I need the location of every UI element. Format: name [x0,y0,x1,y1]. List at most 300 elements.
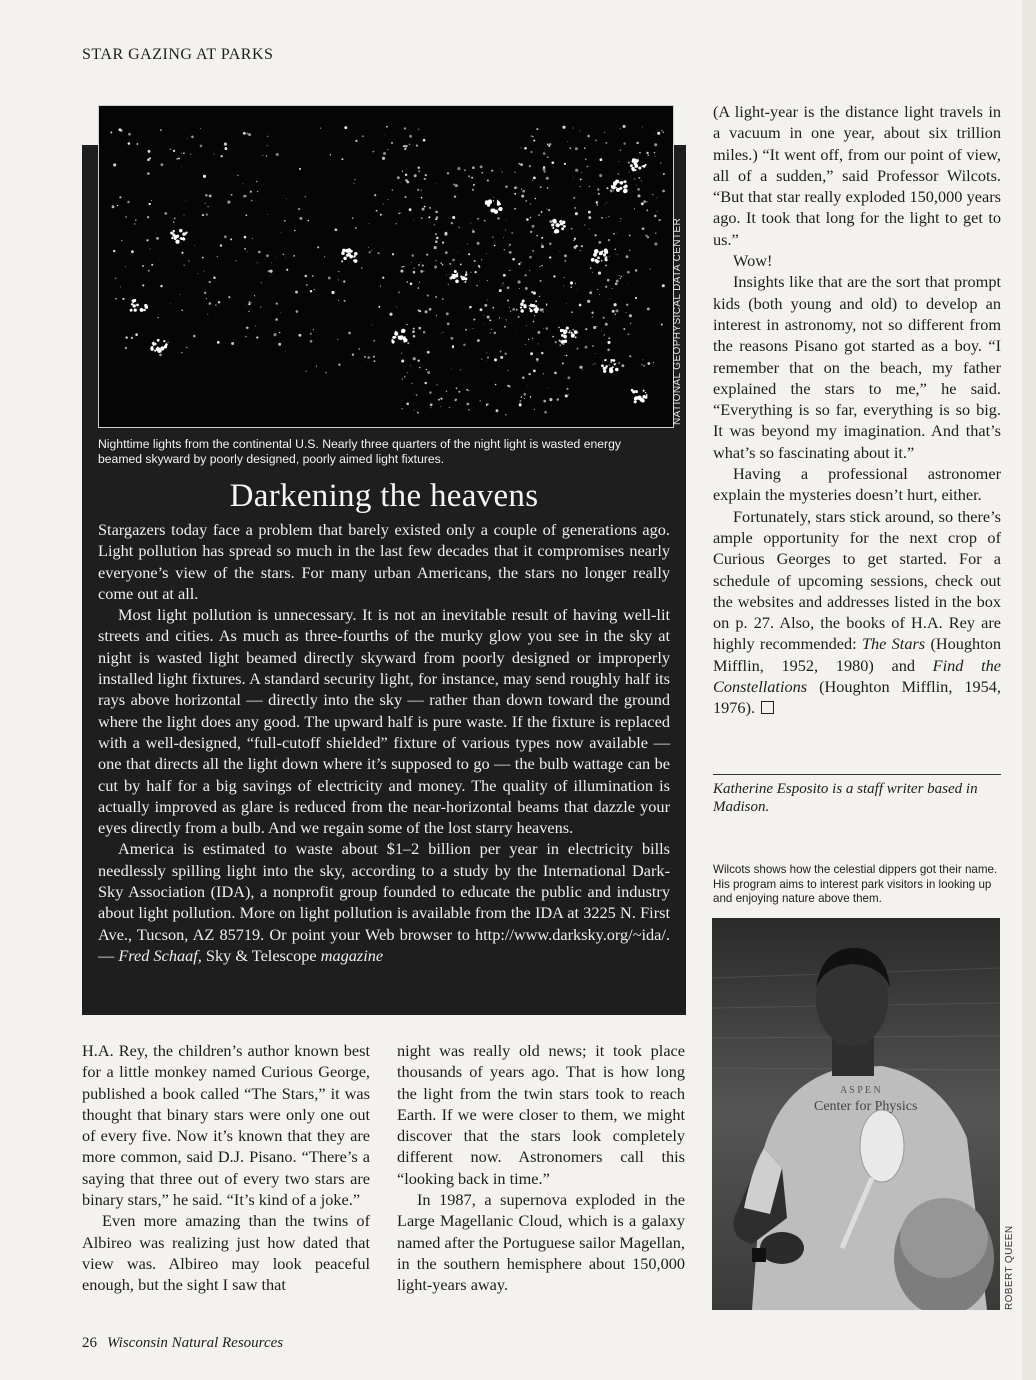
city-light [444,233,447,236]
city-light [401,266,403,268]
city-light [474,260,476,262]
city-light [460,264,462,266]
city-light [536,358,539,361]
metro-light [624,189,628,193]
city-light [479,280,480,281]
city-light [405,179,408,182]
city-light [181,153,182,154]
city-light [499,317,500,318]
city-light [266,155,267,156]
metro-light [150,348,152,350]
city-light [421,217,423,219]
city-light [135,220,136,221]
city-light [487,299,488,300]
city-light [584,147,586,149]
city-light [362,135,364,137]
city-light [142,284,144,286]
city-light [540,186,542,188]
city-light [308,220,310,222]
city-light [435,183,436,184]
city-light [364,356,366,358]
city-light [494,245,496,247]
city-light [629,172,630,173]
city-light [200,145,203,148]
city-light [396,307,397,308]
city-light [626,304,628,306]
city-light [435,233,437,235]
metro-light [392,340,395,343]
city-light [620,278,621,279]
metro-light [454,275,456,277]
city-light [422,208,425,211]
city-light [562,362,564,364]
city-light [252,238,253,239]
city-light [405,174,408,177]
city-light [205,203,206,204]
city-light [518,280,521,283]
city-light [599,174,602,177]
city-light [570,286,572,288]
city-light [477,339,480,342]
metro-light [612,366,614,368]
sidebar-title: Darkening the heavens [229,478,539,514]
city-light [407,342,409,344]
city-light [440,398,442,400]
city-light [609,299,610,300]
city-light [310,340,313,343]
metro-light [354,252,358,256]
metro-light [644,396,647,399]
city-light [325,372,327,374]
city-light [369,223,370,224]
metro-light [594,249,598,253]
city-light [392,189,393,190]
city-light [473,184,475,186]
city-light [570,147,572,149]
city-light [455,399,457,401]
city-light [407,372,408,373]
city-light [647,201,648,202]
city-light [549,256,551,258]
city-light [378,306,380,308]
metro-light [173,232,174,233]
body-column-2 [397,1040,685,1296]
city-light [372,324,373,325]
metro-light [152,342,155,345]
city-light [637,194,640,197]
city-light [511,232,512,233]
metro-light [571,332,573,334]
metro-light [615,369,617,371]
city-light [496,409,499,412]
city-light [536,235,538,237]
city-light [434,224,435,225]
city-light [647,307,650,310]
city-light [493,197,494,198]
city-light [258,251,261,254]
city-light [278,343,281,346]
city-light [469,308,470,309]
city-light [502,283,503,284]
city-light [153,341,154,342]
author-note: Katherine Esposito is a staff writer based in Madison. [713,781,978,815]
city-light [338,364,340,366]
metro-light [613,363,614,364]
city-light [380,214,382,216]
city-light [626,255,629,258]
city-light [402,378,403,379]
metro-light [535,310,538,313]
city-light [620,218,621,219]
metro-light [552,227,554,229]
metro-light [131,303,133,305]
metro-light [520,302,524,306]
city-light [442,264,444,266]
city-light [112,205,115,208]
metro-light [564,340,567,343]
metro-light [353,259,355,261]
city-light [612,288,613,289]
city-light [638,177,640,179]
city-light [521,147,522,148]
city-light [156,237,159,240]
metro-light [635,396,639,400]
city-light [519,288,520,289]
city-light [521,188,522,189]
final-text: Fortunately, stars stick around, so there’s ample opportunity for the next crop of Curious Georges to get started. For a schedule of upcoming sessions, check out the websites and addresses listed in the box on p. 27. Also, the books of H.A. Rey are highly recommended: [713,506,1001,654]
body-paragraph: H.A. Rey, the children’s author known best for a little monkey named Curious George, published a book called “The Stars,” it was thought that binary stars were only one out of every five. Now it’s known that they are more common, said D.J. Pisano. “There’s a saying that three out of every two stars are binary stars,” he said. “It’s kind of a joke.” [82,1041,370,1210]
city-light [544,411,547,414]
metro-light [605,365,608,368]
city-light [598,193,600,195]
city-light [532,180,533,181]
city-light [574,207,576,209]
city-light [532,225,535,228]
city-light [383,152,386,155]
city-light [466,403,469,406]
city-light [331,291,334,294]
city-light [505,414,506,415]
city-light [387,149,388,150]
city-light [486,352,487,353]
metro-light [603,367,606,370]
city-light [202,257,204,259]
city-light [440,333,441,334]
city-light [518,163,520,165]
city-light [505,186,507,188]
city-light [654,156,655,157]
city-light [525,287,528,290]
city-light [160,129,162,131]
metro-light [173,230,175,232]
city-light [542,311,544,313]
metro-light [574,330,578,334]
city-light [573,240,575,242]
city-light [402,400,403,401]
city-light [344,126,347,129]
sidebar-paragraph-text: America is estimated to waste about $1–2 billion per year in electricity bills needlessly spilling light into the sky, according to a study by the International Dark-Sky Association (IDA), a nonprofit group founded to educate the public and industry about light pollution. More on light pollution is available from the IDA at 3225 N. First Ave., Tucson, AZ 85719. Or point your Web browser to http://www.darksky.org/~ida/. [98,839,670,944]
city-light [474,271,476,273]
city-light [663,131,665,133]
city-light [654,242,657,245]
city-light [627,333,629,335]
city-light [382,157,385,160]
city-light [160,163,163,166]
city-light [463,344,465,346]
city-light [532,136,533,137]
city-light [558,327,559,328]
metro-light [561,340,564,343]
city-light [585,346,588,349]
photo-caption: Wilcots shows how the celestial dippers got their name. His program aims to interest park visitors in looking up and enjoying nature above them. [713,863,998,905]
city-light [472,189,474,191]
metro-light [615,363,616,364]
city-light [368,247,369,248]
city-light [543,400,546,403]
city-light [588,211,591,214]
city-light [525,274,527,276]
city-light [509,307,510,308]
city-light [435,240,438,243]
city-light [117,205,118,206]
metro-light [611,185,613,187]
metro-light [624,180,627,183]
city-light [209,302,212,305]
city-light [572,329,574,331]
city-light [338,279,339,280]
metro-light [634,164,638,168]
city-light [207,314,208,315]
city-light [110,131,112,133]
city-light [457,252,458,253]
city-light [584,224,585,225]
city-light [564,254,567,257]
city-light [606,217,607,218]
city-light [120,286,121,287]
city-light [285,351,286,352]
metro-light [180,237,181,238]
city-light [520,262,521,263]
city-light [419,367,420,368]
metro-light [535,300,537,302]
city-light [538,214,540,216]
city-light [224,143,227,146]
city-light [142,265,144,267]
city-light [634,179,635,180]
city-light [505,357,506,358]
metro-light [497,200,498,201]
city-light [563,285,564,286]
final-text-mid: (Houghton Mifflin, 1952, 1980) and [713,634,1001,675]
city-light [497,217,500,220]
city-light [454,195,456,197]
city-light [546,327,549,330]
city-light [630,323,631,324]
city-light [613,233,615,235]
city-light [573,128,574,129]
city-light [647,236,649,238]
city-light [382,277,384,279]
metro-light [157,339,160,342]
city-light [649,269,650,270]
metro-light [520,307,522,309]
city-light [588,216,591,219]
city-light [487,357,489,359]
city-light [294,230,295,231]
body-paragraph: Insights like that are the sort that prompt kids (both young and old) to develop an interest in astronomy, not so different from the reasons Pisano got started as a boy. “I remember that on the beach, my father explained the stars to me,” he said. “Everything is so far, everything is so big. It was beyond my imagination. And that’s what’s so fascinating about it.” [713,272,1001,462]
city-light [286,199,287,200]
city-light [203,175,206,178]
city-light [313,329,315,331]
city-light [380,285,381,286]
city-light [387,199,388,200]
city-light [598,272,601,275]
city-light [486,361,487,362]
city-light [566,327,569,330]
city-light [358,348,360,350]
city-light [310,333,312,335]
city-light [615,283,616,284]
city-light [121,240,123,242]
city-light [429,207,431,209]
wilcots-photo [712,918,1000,1310]
city-light [430,403,433,406]
city-light [267,136,268,137]
city-light [409,208,412,211]
city-light [267,145,268,146]
city-light [398,291,400,293]
city-light [507,300,509,302]
city-light [147,172,149,174]
city-light [509,386,511,388]
metro-light [493,200,494,201]
city-light [559,344,561,346]
city-light [281,233,282,234]
metro-light [561,334,564,337]
city-light [443,332,444,333]
city-light [449,263,451,265]
city-light [314,289,315,290]
city-light [423,139,426,142]
city-light [401,352,402,353]
city-light [514,193,516,195]
metro-light [143,309,145,311]
city-light [541,237,543,239]
city-light [575,212,578,215]
city-light [509,251,512,254]
city-light [604,132,605,133]
city-light [456,387,458,389]
city-light [512,258,515,261]
city-light [338,300,339,301]
city-light [268,270,270,272]
sidebar-paragraph: Most light pollution is unnecessary. It is not an inevitable result of having well-lit streets and cities. As much as three-fourths of the murky glow you see in the sky at night is wasted light beamed directly skyward from poorly designed or improperly installed light fixtures. A standard security light, for instance, may send roughly half its rays above horizontal — directly into the sky — rather than down toward the ground where the light does any good. The upward half is pure waste. If the fixture is replaced with a well-designed, “full-cutoff shielded” fixture of various types now available — one that directs all the light down where it’s supposed to go — the bulb wattage can be cut by half for a big savings of electricity and money. The quality of illumination is actually improved as glare is reduced from the near-horizontal beams that dazzle your eyes directly from a bulb. And we regain some of the lost starry heavens. [98,605,670,838]
city-light [419,282,420,283]
city-light [183,152,185,154]
city-light [531,135,533,137]
metro-light [140,309,141,310]
book-title-constellations: Find the Constellations [713,655,1001,697]
city-light [551,161,554,164]
city-light [254,295,255,296]
city-light [209,281,211,283]
city-light [436,237,439,240]
city-light [508,246,509,247]
city-light [159,354,162,357]
city-light [284,220,286,222]
city-light [593,326,596,329]
city-light [492,236,493,237]
city-light [369,251,371,253]
city-light [636,185,637,186]
city-light [206,298,207,299]
city-light [413,335,416,338]
city-light [249,301,251,303]
city-light [256,181,258,183]
city-light [530,217,531,218]
city-light [414,409,415,410]
city-light [645,292,646,293]
city-light [608,337,610,339]
city-light [533,369,536,372]
city-light [646,152,648,154]
city-light [465,329,467,331]
city-light [494,332,497,335]
city-light [231,342,234,345]
city-light [119,196,121,198]
city-light [186,347,187,348]
metro-light [170,232,173,235]
city-light [470,222,471,223]
city-light [400,270,403,273]
city-light [486,253,487,254]
city-light [521,195,524,198]
city-light [575,169,578,172]
city-light [575,147,578,150]
city-light [416,145,418,147]
city-light [157,317,158,318]
city-light [577,289,578,290]
city-light [499,289,502,292]
city-light [489,319,491,321]
city-light [180,294,181,295]
metro-light [457,272,459,274]
city-light [581,245,583,247]
city-light [601,330,602,331]
city-light [146,239,148,241]
city-light [191,135,194,138]
city-light [217,256,218,257]
city-light [487,179,489,181]
city-light [255,326,256,327]
city-light [585,158,587,160]
metro-light [174,235,178,239]
city-light [148,270,150,272]
city-light [451,222,453,224]
city-light [623,142,625,144]
city-light [567,376,570,379]
city-light [276,153,279,156]
metro-light [394,332,398,336]
city-light [567,141,568,142]
final-text-end: (Houghton Mifflin, 1954, 1976). [713,677,1001,718]
metro-light [591,258,595,262]
city-light [589,291,592,294]
city-light [541,211,543,213]
city-light [580,178,582,180]
city-light [660,162,661,163]
city-light [643,200,646,203]
